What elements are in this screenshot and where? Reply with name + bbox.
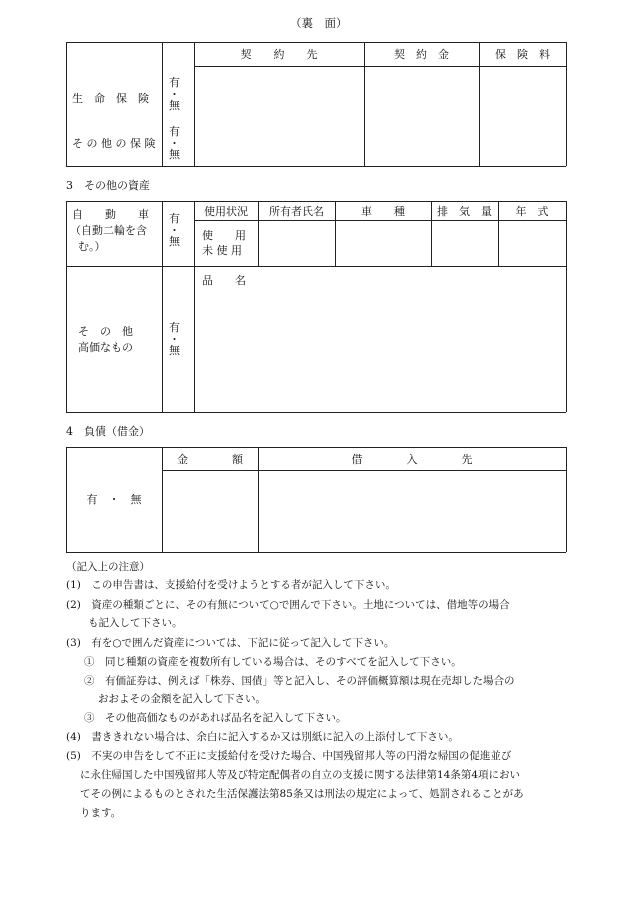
valuables-label-2: 高価なもの	[78, 341, 133, 354]
note-line: ③ その他高価なものがあれば品名を記入して下さい。	[84, 712, 347, 724]
note-line: てその例によるものとされた生活保護法第85条又は刑法の規定によって、処罰されることがあ	[80, 788, 524, 800]
note-line: (1) この申告書は、支援給付を受けようとする者が記入して下さい。	[66, 579, 396, 591]
car-label: 自 動 車	[72, 208, 149, 221]
note-line: (2) 資産の種類ごとに、その有無について○で囲んで下さい。土地については、借地等の場合	[66, 599, 510, 611]
car-header-usage: 使用状況	[204, 205, 248, 218]
mark-no: 無	[169, 344, 180, 358]
mark-yes: 有	[169, 321, 180, 334]
car-header-model: 車 種	[361, 205, 405, 218]
debt-header-amount: 金 額	[177, 453, 243, 466]
car-header-displacement: 排 気 量	[437, 205, 492, 218]
car-usage-not-in-use[interactable]: 未 使 用	[202, 244, 242, 257]
other-insurance-label: そ の 他 の 保 険	[72, 137, 156, 150]
note-line: ります。	[80, 807, 122, 819]
valuables-mark[interactable]	[169, 322, 180, 357]
note-line: おおよその金額を記入して下さい。	[98, 693, 266, 705]
car-label-note-end: む。）	[78, 240, 106, 253]
note-line: に永住帰国した中国残留邦人等及び特定配偶者の自立の支援に関する法律第14条第4項におい	[80, 769, 521, 781]
notes-title: （記入上の注意）	[66, 561, 150, 573]
debt-mark[interactable]: 有 ・ 無	[86, 493, 142, 506]
valuables-item-label: 品 名	[202, 274, 246, 287]
debt-header-lender: 借 入 先	[351, 453, 473, 466]
mark-yes: 有	[169, 212, 180, 225]
other-insurance-mark[interactable]	[169, 126, 180, 161]
mark-yes: 有	[169, 76, 180, 89]
car-header-year: 年 式	[515, 205, 549, 218]
mark-yes: 有	[169, 125, 180, 138]
insurance-header-contractor: 契 約 先	[240, 48, 318, 61]
note-line: ① 同じ種類の資産を複数所有している場合は、そのすべてを記入して下さい。	[84, 656, 462, 668]
mark-dot: ・	[169, 136, 180, 150]
note-line: (4) 書ききれない場合は、余白に記入するか又は別紙に記入の上添付して下さい。	[66, 731, 459, 743]
car-usage-in-use[interactable]: 使 用	[202, 229, 246, 242]
life-insurance-mark[interactable]	[169, 77, 180, 112]
valuables-label: そ の 他	[78, 325, 133, 338]
mark-dot: ・	[169, 87, 180, 101]
insurance-header-premium: 保 険 料	[495, 48, 550, 61]
insurance-header-amount: 契 約 金	[394, 48, 449, 61]
mark-dot: ・	[169, 223, 180, 237]
section4-title: 4 負債（借金）	[66, 425, 150, 438]
car-label-note: （自動二輪を含	[70, 224, 147, 237]
mark-no: 無	[169, 235, 180, 249]
mark-no: 無	[169, 99, 180, 113]
car-header-owner: 所有者氏名	[269, 205, 324, 218]
page-title: （裏 面）	[290, 16, 348, 30]
life-insurance-label: 生 命 保 険	[72, 92, 149, 105]
note-line: ② 有価証券は、例えば「株券、国債」等と記入し、その評価概算額は現在売却した場合の	[84, 675, 515, 687]
note-line: も記入して下さい。	[88, 617, 183, 629]
note-line: (5) 不実の申告をして不正に支援給付を受けた場合、中国残留邦人等の円滑な帰国の促進並び	[66, 750, 512, 762]
note-line: (3) 有を○で囲んだ資産については、下記に従って記入して下さい。	[66, 637, 395, 649]
car-mark[interactable]	[169, 213, 180, 248]
section3-title: 3 その他の資産	[66, 179, 150, 192]
mark-dot: ・	[169, 332, 180, 346]
mark-no: 無	[169, 148, 180, 162]
